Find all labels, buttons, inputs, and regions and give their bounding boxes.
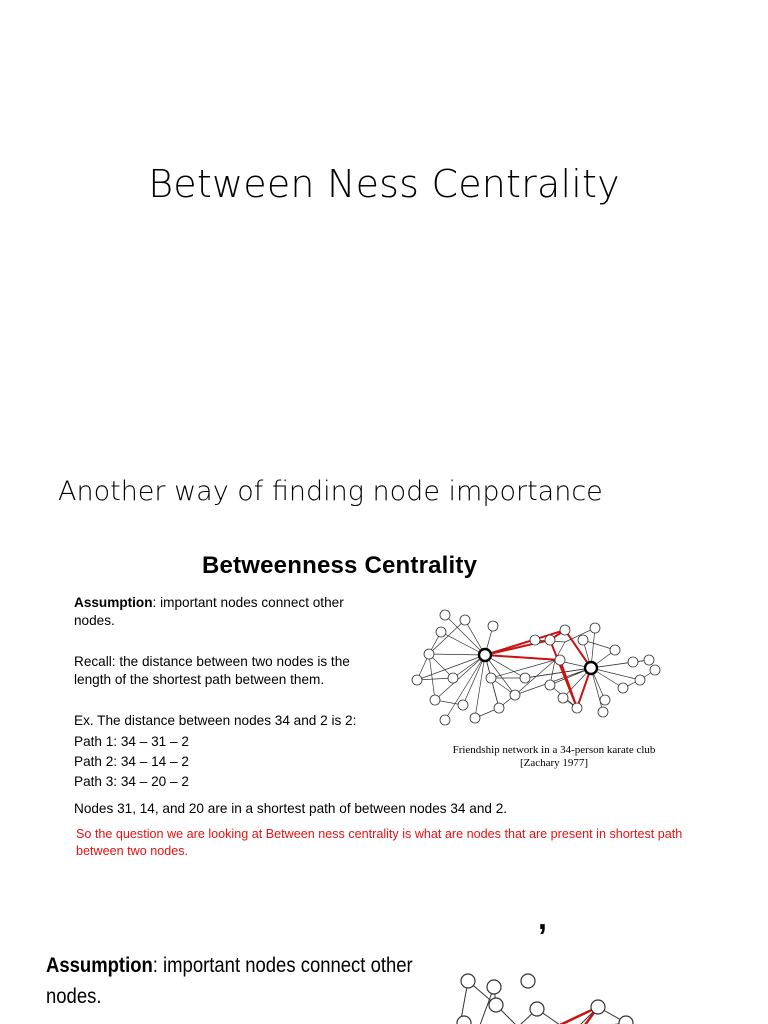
conclusion-line: Nodes 31, 14, and 20 are in a shortest path of between nodes 34 and 2.	[74, 801, 508, 816]
hub-node	[585, 662, 597, 674]
path-line-1: Path 1: 34 – 31 – 2	[74, 734, 189, 749]
caption-line-1: Friendship network in a 34-person karate club	[452, 744, 656, 756]
path-line-3: Path 3: 34 – 20 – 2	[74, 774, 189, 789]
assumption-label: Assumption	[74, 595, 153, 610]
example-line: Ex. The distance between nodes 34 and 2 is 2:	[74, 713, 357, 728]
slide3-assumption-line-1	[46, 950, 413, 981]
karate-club-network-graph	[405, 600, 675, 740]
recall-line-1: Recall: the distance between two nodes is the	[74, 654, 350, 669]
graph-nodes	[412, 610, 660, 725]
embedded-slide-title: Betweenness Centrality	[202, 552, 478, 579]
slide-heading: Another way of finding node importance	[58, 476, 603, 507]
slide3-assumption-label: Assumption	[46, 954, 153, 977]
slide3-mark: ,	[538, 900, 547, 936]
slide3-assumption-line-2: nodes.	[46, 985, 102, 1008]
speaker-note: So the question we are looking at Between ness centrality is what are nodes that are present in shortest path between two nodes.	[76, 827, 683, 858]
assumption-line-2: nodes.	[74, 613, 115, 628]
hub-node	[479, 649, 491, 661]
slide3-assumption	[46, 950, 413, 1012]
path-line-2: Path 2: 34 – 14 – 2	[74, 754, 189, 769]
recall-line-2: length of the shortest path between them.	[74, 672, 325, 687]
slide3-network-graph	[420, 965, 660, 1024]
assumption-line	[74, 594, 344, 612]
slide3-assumption-text: : important nodes connect other	[152, 954, 413, 977]
assumption-text: : important nodes connect other	[152, 595, 344, 610]
graph-caption	[408, 744, 700, 770]
slide-title: Between Ness Centrality	[148, 162, 620, 206]
caption-line-2: [Zachary 1977]	[519, 757, 589, 769]
